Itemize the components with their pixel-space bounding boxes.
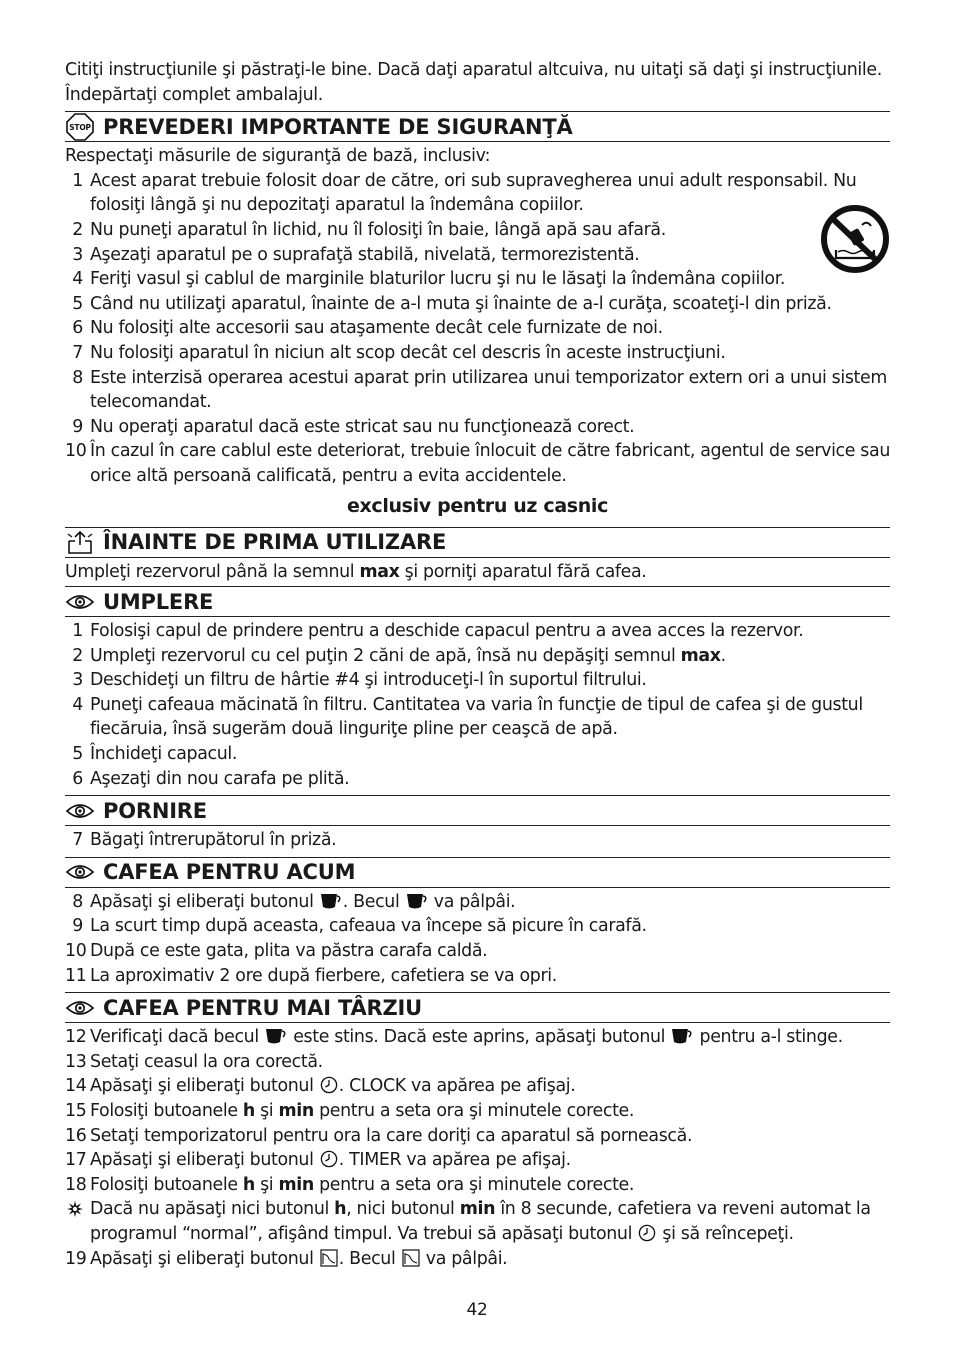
safety-item-5: 5 Când nu utilizaţi aparatul, înainte de a-l muta şi înainte de a-l curăţa, scoateţi-l din priză. [72,293,832,314]
filling-list [65,619,890,791]
coffee-later-title: CAFEA PENTRU MAI TÂRZIU [103,995,422,1020]
filling-title: UMPLERE [103,589,214,614]
household-use-note: exclusiv pentru uz casnic [346,494,609,517]
coffee-now-list [65,890,890,988]
document-page [65,58,890,1271]
filling-heading [65,586,890,617]
timer-program-icon [402,1249,420,1267]
coffee-later-item-16: 16 Setaţi temporizatorul pentru ora la care doriţi ca aparatul să pornească. [65,1125,693,1146]
eye-icon [65,996,95,1020]
safety-item-10: 10 În cazul în care cablul este deteriorat, trebuie înlocuit de către fabricant, agentul de service sau orice altă persoană calificată, pentru a evita accidentele. [65,441,890,486]
coffee-later-list [65,1025,890,1271]
eye-icon [65,860,95,884]
clock-icon [320,1150,338,1168]
safety-item-3: 3 Aşezaţi aparatul pe o suprafaţă stabilă, nivelată, termorezistentă. [72,244,640,265]
intro-line-2: Îndepărtaţi complet ambalajul. [65,84,323,105]
filling-item-4: 4 Puneţi cafeaua măcinată în filtru. Cantitatea va varia în funcţie de tipul de cafea şi de gustul fiecăruia, însă sugerăm două linguriţe pline per ceaşcă de apă. [72,694,863,740]
start-list [65,828,890,853]
filling-item-2: 2 Umpleţi rezervorul cu cel puţin 2 căni de apă, însă nu depăşiţi semnul max. [72,645,726,666]
safety-item-1: 1 Acest aparat trebuie folosit doar de către, ori sub supravegherea unui adult responsabil. Nu folosiţi lângă şi nu depozitaţi aparatul la îndemâna copiilor. [72,170,857,216]
safety-item-8: 8 Este interzisă operarea acestui aparat prin utilizarea unui temporizator extern ori a unui sistem telecomandat. [72,367,887,413]
coffee-later-item-17: 17 Apăsaţi şi eliberaţi butonul . TIMER va apărea pe afişaj. [65,1150,571,1171]
coffee-later-item-14: 14 Apăsaţi şi eliberaţi butonul . CLOCK va apărea pe afişaj. [65,1076,576,1097]
page-number: 42 [466,1300,488,1320]
coffee-later-item-18: 18 Folosiţi butoanele h şi min pentru a seta ora şi minutele corecte. [65,1174,635,1195]
coffee-later-item-15: 15 Folosiţi butoanele h şi min pentru a seta ora şi minutele corecte. [65,1101,635,1121]
safety-item-7: 7 Nu folosiţi aparatul în niciun alt scop decât cel descris în aceste instrucţiuni. [72,342,726,363]
eye-icon [65,590,95,614]
start-item-7: 7 Băgaţi întrerupătorul în priză. [72,830,337,851]
coffee-now-item-8: 8 Apăsaţi şi eliberaţi butonul . Becul va pâlpâi. [72,891,516,912]
first-use-title: ÎNAINTE DE PRIMA UTILIZARE [103,530,447,554]
no-immersion-icon [820,204,890,274]
coffee-later-note: Dacă nu apăsaţi nici butonul h, nici butonul min în 8 secunde, cafetiera va reveni automat la programul “normal”, afişând timpul. Va trebui să apăsaţi butonul şi să reîncepeţi. [65,1197,890,1246]
start-heading [65,795,890,826]
coffee-later-heading [65,992,890,1023]
filling-item-1: 1 Folosişi capul de prindere pentru a deschide capacul pentru a avea acces la rezervor. [72,621,804,642]
start-title: PORNIRE [103,798,207,823]
safety-title: PREVEDERI IMPORTANTE DE SIGURANŢĂ [103,114,573,139]
safety-heading [65,111,890,142]
intro-line-1: Citiţi instrucţiunile şi păstraţi-le bine. Dacă daţi aparatul altcuiva, nu uitaţi să daţi şi instrucţiunile. [65,60,882,80]
coffee-now-item-9: 9 La scurt timp după aceasta, cafeaua va începe să picure în carafă. [72,916,647,937]
coffee-later-item-13: 13 Setaţi ceasul la ora corectă. [65,1051,323,1072]
clock-icon [320,1076,338,1094]
first-use-heading [65,527,890,558]
stop-sign-icon [65,115,95,139]
safety-lead: Respectaţi măsurile de siguranţă de bază, inclusiv: [65,146,491,167]
safety-item-4: 4 Feriţi vasul şi cablul de marginile blaturilor lucru şi nu le lăsaţi la îndemâna copiilor. [72,269,786,290]
coffee-later-item-19: 19 Apăsaţi şi eliberaţi butonul . Becul va pâlpâi. [65,1248,508,1269]
cup-icon [671,1027,693,1045]
coffee-now-title: CAFEA PENTRU ACUM [103,860,356,885]
sparkle-icon [67,1201,83,1217]
cup-icon [320,892,342,910]
unpack-box-icon [65,530,95,554]
safety-item-2: 2 Nu puneţi aparatul în lichid, nu îl folosiţi în baie, lângă apă sau afară. [72,219,666,240]
eye-icon [65,799,95,823]
filling-item-6: 6 Aşezaţi din nou carafa pe plită. [72,768,350,789]
filling-item-3: 3 Deschideţi un filtru de hârtie #4 şi introduceţi-l în suportul filtrului. [72,670,647,691]
safety-item-6: 6 Nu folosiţi alte accesorii sau ataşamente decât cele furnizate de noi. [72,318,663,339]
stop-sign-label: STOP [69,122,91,132]
clock-icon [638,1224,656,1242]
coffee-now-item-11: 11 La aproximativ 2 ore după fierbere, cafetiera se va opri. [65,965,557,986]
timer-program-icon [320,1249,338,1267]
coffee-now-item-10: 10 După ce este gata, plita va păstra carafa caldă. [65,941,488,962]
safety-item-9: 9 Nu operaţi aparatul dacă este stricat sau nu funcţionează corect. [72,416,635,437]
cup-icon [265,1027,287,1045]
coffee-later-item-12: 12 Verificaţi dacă becul este stins. Dacă este aprins, apăsaţi butonul pentru a-l stinge. [65,1027,843,1048]
filling-item-5: 5 Închideţi capacul. [72,744,238,765]
safety-list [65,169,890,489]
coffee-now-heading [65,857,890,888]
cup-icon [406,892,428,910]
first-use-text: Umpleţi rezervorul până la semnul max şi porniţi aparatul fără cafea. [65,561,647,582]
